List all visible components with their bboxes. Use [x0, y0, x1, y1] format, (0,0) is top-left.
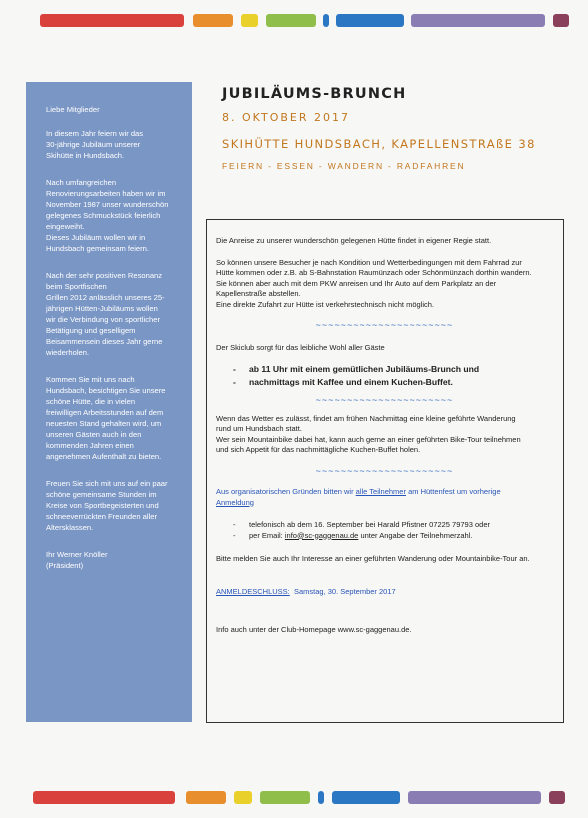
sidebar-line: 30-jährige Jubiläum unserer	[46, 140, 141, 149]
sidebar-paragraph-4	[46, 374, 182, 462]
sidebar-line: gelegenes Schmuckstück feierlich	[46, 211, 161, 220]
top-color-bar-yellow	[241, 14, 258, 27]
top-color-bar-maroon	[553, 14, 569, 27]
sidebar-paragraph-2	[46, 177, 182, 254]
sidebar-line: jährigen Hütten-Jubiläums wollen	[46, 304, 158, 313]
deadline-label: ANMELDESCHLUSS:	[216, 586, 290, 596]
event-tagline: FEIERN - ESSEN - WANDERN - RADFAHREN	[222, 161, 466, 171]
sidebar-line: Skihütte in Hundsbach.	[46, 151, 125, 160]
signature-role: (Präsident)	[46, 561, 84, 570]
top-color-bar-orange	[193, 14, 233, 27]
sidebar-letter	[26, 82, 192, 722]
event-title: JUBILÄUMS-BRUNCH	[222, 86, 407, 102]
sidebar-line: Renovierungsarbeiten haben wir im	[46, 189, 166, 198]
weather-line: Wer sein Mountainbike dabei hat, kann auch gerne an einer geführten Bike-Tour teilnehmen	[216, 434, 521, 444]
arrival-intro: Die Anreise zu unserer wunderschön gelegenen Hütte findet in eigener Regie statt.	[216, 236, 492, 245]
sidebar-line: kommenden Jahren einen	[46, 441, 134, 450]
bottom-color-bar-purple	[408, 791, 541, 804]
sidebar-line: wir die Verbindung von sportlicher	[46, 315, 160, 324]
wave-divider: ~~~~~~~~~~~~~~~~~~~~~~	[315, 320, 454, 330]
sidebar-line: freiwilligen Arbeitsstunden auf dem	[46, 408, 164, 417]
bottom-color-bar-green	[260, 791, 310, 804]
sidebar-line: Nach umfangreichen	[46, 178, 117, 187]
bottom-color-bar-red	[33, 791, 175, 804]
sidebar-line: November 1987 unser wunderschön	[46, 200, 169, 209]
contact-list	[216, 520, 553, 541]
arrival-line: So können unsere Besucher je nach Kondition und Wetterbedingungen mit dem Fahrrad zur	[216, 257, 522, 267]
food-list	[216, 363, 553, 389]
sidebar-line: beim Sportfischen	[46, 282, 107, 291]
registration-request	[216, 487, 553, 508]
sidebar-line: Freuen Sie sich mit uns auf ein paar	[46, 479, 168, 488]
bottom-color-bar-blue-small	[318, 791, 324, 804]
sidebar-line: schöne gemeinsame Stunden im	[46, 490, 157, 499]
deadline	[216, 587, 553, 598]
event-location: SKIHÜTTE HUNDSBACH, KAPELLENSTRAßE 38	[222, 137, 536, 151]
sidebar-line: Betätigung und geselligem	[46, 326, 136, 335]
bottom-color-bar-yellow	[234, 791, 252, 804]
sidebar-line: schneeverrückten Freunden aller	[46, 512, 158, 521]
sidebar-line: eingeweiht.	[46, 222, 85, 231]
email-prefix: per Email:	[249, 530, 285, 540]
top-color-bar-green	[266, 14, 316, 27]
sidebar-line: Grillen 2012 anlässlich unseres 25-	[46, 293, 165, 302]
weather-line: und sich Appetit für das nachmittägliche Kuchen-Buffet holen.	[216, 445, 421, 454]
top-color-bar-blue-small	[323, 14, 329, 27]
sidebar-line: angenehmen Aufenthalt zu bieten.	[46, 452, 162, 461]
info-box	[206, 219, 564, 723]
wave-divider: ~~~~~~~~~~~~~~~~~~~~~~	[315, 465, 454, 476]
registration-suffix: am Hüttenfest um vorherige	[405, 487, 501, 496]
sidebar-line: Hundsbach gemeinsam feiern.	[46, 244, 149, 253]
top-color-bar-purple	[411, 14, 545, 27]
event-date: 8. OKTOBER 2017	[222, 111, 351, 124]
participants-link[interactable]: alle Teilnehmer	[355, 487, 406, 496]
sidebar-line: Altersklassen.	[46, 523, 94, 532]
weather-paragraph	[216, 414, 553, 456]
event-header	[222, 86, 562, 171]
top-color-bar-blue	[336, 14, 404, 27]
sidebar-line: Kreise von Sportbegeisterten und	[46, 501, 159, 510]
sidebar-greeting: Liebe Mitglieder	[46, 105, 100, 114]
sidebar-line: schöne Hütte, die in vielen	[46, 397, 136, 406]
sidebar-line: Nach der sehr positiven Resonanz	[46, 271, 163, 280]
food-intro: Der Skiclub sorgt für das leibliche Wohl aller Gäste	[216, 342, 385, 352]
sidebar-paragraph-5	[46, 478, 182, 533]
signature-name: Ihr Werner Knöller	[46, 550, 108, 559]
top-color-bar-red	[40, 14, 184, 27]
contact-email-item	[233, 531, 553, 542]
sidebar-line: wiederholen.	[46, 348, 90, 357]
bottom-color-bar-blue	[332, 791, 400, 804]
weather-line: Wenn das Wetter es zulässt, findet am frühen Nachmittag eine kleine geführte Wanderung	[216, 413, 516, 423]
food-item: - nachmittags mit Kaffee und einem Kuchen-Buffet.	[233, 376, 553, 389]
sidebar-line: Dieses Jubiläum wollen wir in	[46, 233, 146, 242]
interest-note: Bitte melden Sie auch Ihr Interesse an einer geführten Wanderung oder Mountainbike-Tour an.	[216, 554, 530, 563]
sidebar-signature	[46, 549, 182, 571]
homepage-info: Info auch unter der Club-Homepage www.sc-gaggenau.de.	[216, 625, 412, 634]
registration-word: Anmeldung	[216, 497, 254, 507]
contact-phone: - telefonisch ab dem 16. September bei Harald Pfistner 07225 79793 oder	[233, 520, 553, 531]
bottom-color-bar-orange	[186, 791, 226, 804]
sidebar-line: unseren Gästen auch in den	[46, 430, 142, 439]
arrival-details	[216, 258, 553, 311]
bottom-color-bar-maroon	[549, 791, 565, 804]
email-link[interactable]: info@sc-gaggenau.de	[284, 530, 359, 540]
sidebar-line: Beisammensein dieses Jahr gerne	[46, 337, 163, 346]
registration-prefix: Aus organisatorischen Gründen bitten wir	[216, 487, 356, 496]
sidebar-line: Hundsbach, besichtigen Sie unsere	[46, 386, 166, 395]
arrival-line: Eine direkte Zufahrt zur Hütte ist verkehrstechnisch nicht möglich.	[216, 299, 435, 309]
arrival-line: Kapellenstraße abstellen.	[216, 289, 301, 298]
sidebar-line: Kommen Sie mit uns nach	[46, 375, 135, 384]
sidebar-paragraph-3	[46, 270, 182, 358]
arrival-line: Sie können aber auch mit dem PKW anreisen und Ihr Auto auf dem Parkplatz an der	[216, 278, 497, 288]
sidebar-line: In diesem Jahr feiern wir das	[46, 129, 144, 138]
arrival-line: Hütte kommen oder z.B. ab S-Bahnstation Raumünzach oder Schönmünzach dorthin wandern.	[216, 268, 532, 277]
sidebar-line: neuesten Stand gehalten wird, um	[46, 419, 162, 428]
wave-divider: ~~~~~~~~~~~~~~~~~~~~~~	[315, 395, 454, 405]
sidebar-paragraph-1	[46, 128, 182, 161]
deadline-value: Samstag, 30. September 2017	[293, 586, 396, 596]
email-suffix: unter Angabe der Teilnehmerzahl.	[358, 530, 473, 540]
food-item: - ab 11 Uhr mit einem gemütlichen Jubiläums-Brunch und	[233, 363, 553, 376]
weather-line: rund um Hundsbach statt.	[216, 424, 302, 433]
